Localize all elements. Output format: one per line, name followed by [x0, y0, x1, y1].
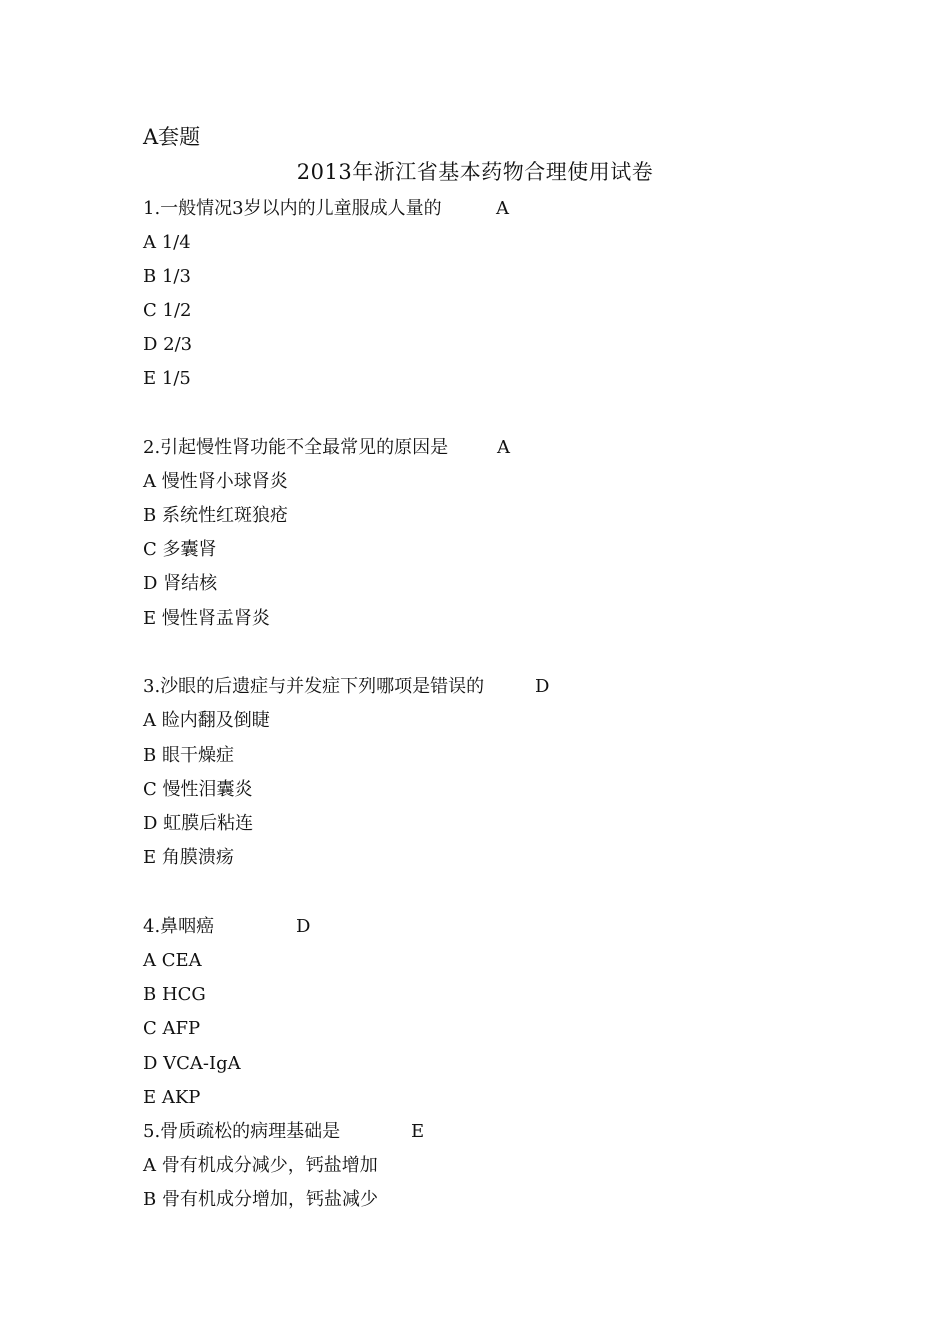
option-a: A 骨有机成分减少，钙盐增加	[143, 1155, 378, 1176]
option-c: C 1/2	[143, 300, 192, 321]
question-stem: 1.一般情况3岁以内的儿童服成人量的	[143, 198, 442, 219]
question-answer: D	[296, 916, 311, 937]
option-e: E 角膜溃疡	[143, 847, 234, 868]
option-e: E 1/5	[143, 368, 191, 389]
option-d: D 虹膜后粘连	[143, 813, 254, 834]
option-a: A 睑内翻及倒睫	[143, 710, 270, 731]
question-stem: 5.骨质疏松的病理基础是	[143, 1121, 341, 1142]
question-answer: A	[497, 437, 510, 458]
question-answer: D	[535, 676, 550, 697]
question-stem: 2.引起慢性肾功能不全最常见的原因是	[143, 437, 449, 458]
question-stem: 3.沙眼的后遗症与并发症下列哪项是错误的	[143, 676, 485, 697]
set-label: A套题	[143, 125, 201, 149]
option-a: A CEA	[143, 950, 202, 971]
question-answer: A	[496, 198, 509, 219]
option-d: D VCA-IgA	[143, 1053, 241, 1074]
document-title: 2013年浙江省基本药物合理使用试卷	[296, 160, 654, 184]
option-c: C 多囊肾	[143, 539, 217, 560]
option-d: D 肾结核	[143, 573, 218, 594]
question-stem: 4.鼻咽癌	[143, 916, 215, 937]
option-a: A 慢性肾小球肾炎	[143, 471, 288, 492]
option-d: D 2/3	[143, 334, 193, 355]
option-b: B HCG	[143, 984, 206, 1005]
option-e: E AKP	[143, 1087, 201, 1108]
question-answer: E	[411, 1121, 425, 1142]
option-b: B 1/3	[143, 266, 191, 287]
option-b: B 骨有机成分增加，钙盐减少	[143, 1189, 378, 1210]
option-c: C AFP	[143, 1018, 201, 1039]
option-b: B 系统性红斑狼疮	[143, 505, 288, 526]
option-a: A 1/4	[143, 232, 191, 253]
option-c: C 慢性泪囊炎	[143, 779, 253, 800]
option-b: B 眼干燥症	[143, 745, 234, 766]
option-e: E 慢性肾盂肾炎	[143, 608, 270, 629]
